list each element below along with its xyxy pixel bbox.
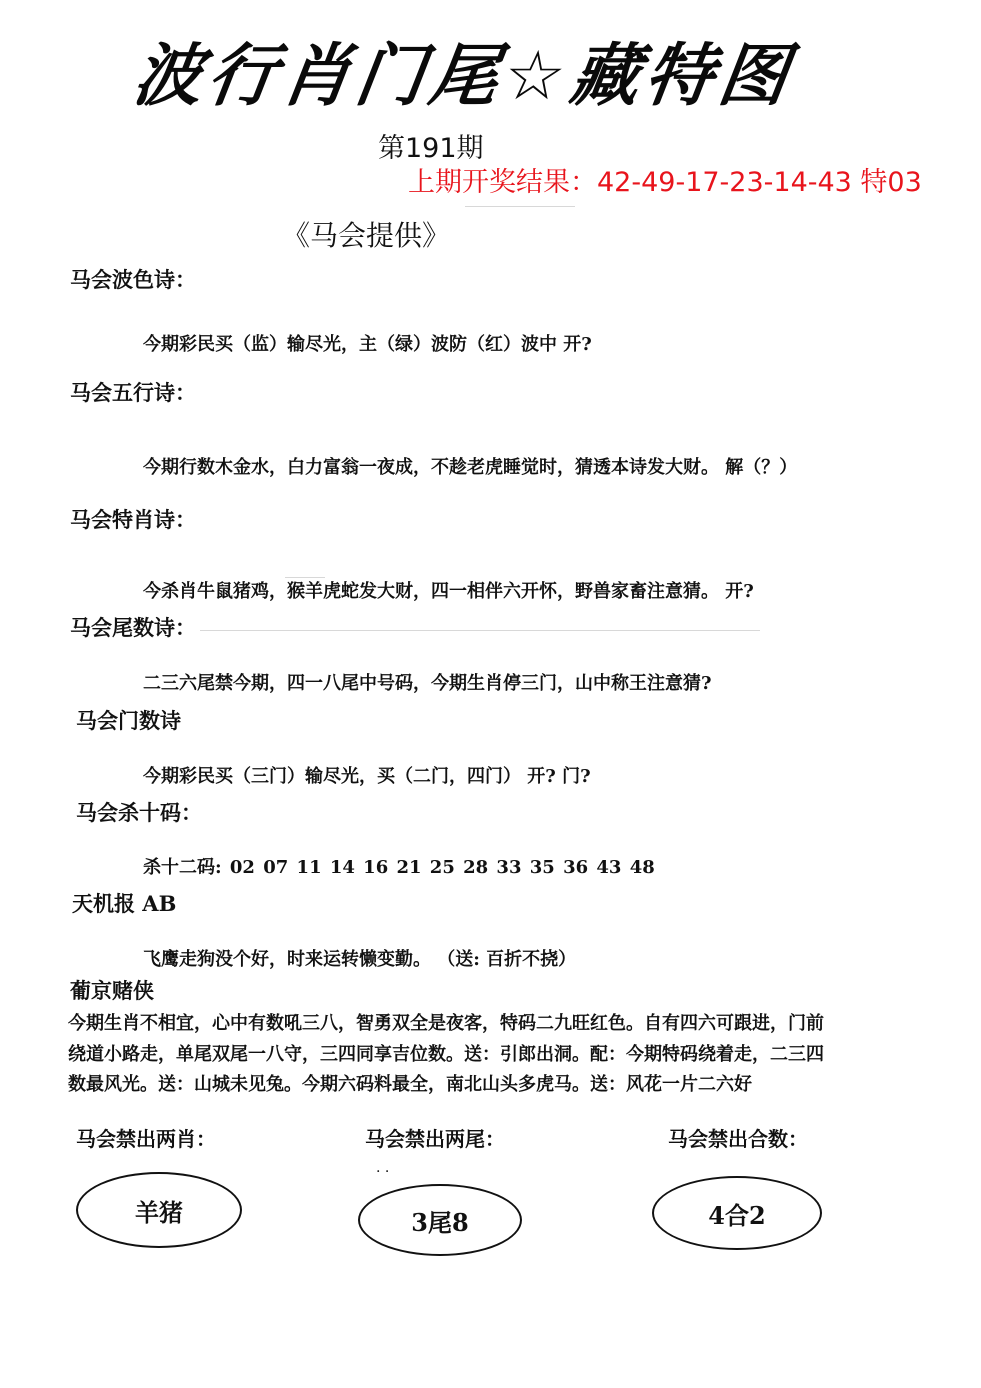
ban-value-sum-ellipse [652,1176,822,1250]
ban-value-sum: 4合2 [708,1200,766,1230]
ban-value-zodiac: 羊猪 [135,1197,183,1227]
scan-artifact-line [465,206,575,207]
issue-number: 第191期 [378,133,484,164]
section-heading-kill-ten: 马会杀十码： [76,800,202,825]
section-text-tail-number: 二三六尾禁今期，四一八尾中号码，今期生肖停三门，山中称王注意猜? [143,673,712,694]
section-text-special-zodiac: 今杀肖牛鼠猪鸡，猴羊虎蛇发大财，四一相伴六开怀，野兽家畜注意猜。 开? [143,581,754,602]
section-heading-tail-number: 马会尾数诗： [70,615,196,640]
section-heading-tianji: 天机报 AB [72,891,177,916]
gambler-line: 数最风光。送：山城未见兔。今期六码料最全，南北山头多虎马。送：风花一片二六好 [68,1074,752,1095]
page-title: 波行肖门尾☆藏特图 [128,37,799,116]
section-text-wave-color: 今期彩民买（监）输尽光，主（绿）波防（红）波中 开? [143,334,592,355]
provider-label: 《马会提供》 [282,219,451,252]
scan-artifact-line [285,577,325,578]
gambler-line: 今期生肖不相宜，心中有数吼三八，智勇双全是夜客，特码二九旺红色。自有四六可跟进，门前 [68,1013,824,1034]
section-heading-wave-color: 马会波色诗： [70,267,196,292]
scan-artifact-dots: . . [376,1160,390,1176]
ban-value-tail: 3尾8 [411,1207,469,1237]
section-text-kill-ten: 杀十二码: 02 07 11 14 16 21 25 28 33 35 36 43 48 [143,857,655,878]
section-heading-door-number: 马会门数诗 [76,708,181,733]
ban-title-zodiac: 马会禁出两肖： [76,1127,216,1151]
section-text-five-elements: 今期行数木金水，白力富翁一夜成，不趁老虎睡觉时，猜透本诗发大财。 解（？） [143,457,798,478]
gambler-line: 绕道小路走，单尾双尾一八守，三四同享吉位数。送：引郎出洞。配：今期特码绕着走，二三四 [68,1044,824,1065]
section-text-tianji: 飞鹰走狗没个好，时来运转懒变勤。 （送: 百折不挠） [143,949,577,970]
section-text-door-number: 今期彩民买（三门）输尽光，买（二门，四门） 开? 门? [143,766,591,787]
ban-title-tail: 马会禁出两尾： [365,1127,505,1151]
ban-value-zodiac-ellipse [76,1172,242,1248]
section-heading-special-zodiac: 马会特肖诗： [70,507,196,532]
section-heading-five-elements: 马会五行诗： [70,380,196,405]
gambler-heading: 葡京赌侠 [70,978,154,1003]
ban-value-tail-ellipse [358,1184,522,1256]
ban-title-sum: 马会禁出合数： [668,1127,808,1151]
scan-artifact-line [200,630,760,631]
last-draw-result: 上期开奖结果：42-49-17-23-14-43 特03 [408,167,922,198]
